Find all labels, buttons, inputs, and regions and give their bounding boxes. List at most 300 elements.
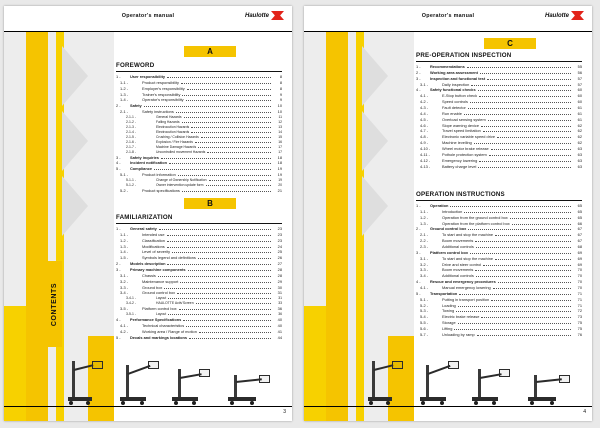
- toc-entry-label: Ground box: [142, 284, 163, 290]
- toc-entry-page: 20: [278, 182, 282, 187]
- toc-entry-label: Compliance: [130, 166, 153, 172]
- machine-silhouette: [526, 365, 574, 405]
- toc-leader-dots: [186, 326, 271, 327]
- toc-leader-dots: [177, 293, 271, 294]
- toc-entry-page: 9: [279, 97, 282, 103]
- toc-leader-dots: [458, 323, 571, 324]
- toc-entry-number: 5-1-2 -: [126, 182, 136, 187]
- toc-leader-dots: [456, 311, 571, 312]
- toc-entry-label: Wheel motor brake release: [442, 146, 489, 152]
- toc-entry-label: Inspection and functional test: [430, 75, 486, 81]
- toc-entry-label: Ground control box: [430, 226, 467, 232]
- toc-entry-page: 70: [577, 273, 582, 279]
- toc-entry-number: 4-1 -: [120, 322, 128, 328]
- toc-entry-page: 67: [577, 232, 582, 238]
- toc-entry-number: 5 -: [116, 334, 121, 340]
- toc-entry-label: Operation: [430, 203, 449, 208]
- toc-entry-number: 2-1-2 -: [126, 119, 136, 124]
- toc-entry-number: 5-6 -: [420, 326, 428, 332]
- toc-entry-page: 40: [277, 316, 282, 322]
- toc-leader-dots: [182, 95, 271, 96]
- toc-entry-number: 4-4 -: [420, 110, 428, 116]
- toc-entry-number: 5-3 -: [420, 308, 428, 314]
- toc-entry-label: Introduction: [442, 208, 463, 214]
- toc-leader-dots: [182, 122, 271, 123]
- toc-entry-page: 65: [577, 208, 582, 214]
- toc-entry-label: Drive and steer control: [442, 261, 482, 267]
- contents-tab: [48, 261, 62, 347]
- toc-entry-number: 4-1 -: [420, 285, 428, 291]
- toc-entry-page: 15: [278, 134, 282, 139]
- toc-entry-label: Product information: [142, 172, 176, 178]
- toc-leader-dots: [167, 247, 271, 248]
- machine-silhouette: [226, 365, 274, 405]
- toc-entry-page: 75: [577, 320, 582, 326]
- toc-entry-page: 31: [277, 290, 282, 296]
- toc-entry-number: 4-7 -: [420, 128, 428, 134]
- page-number-right: 4: [583, 409, 586, 415]
- toc-leader-dots: [154, 169, 271, 170]
- toc-leader-dots: [188, 270, 271, 271]
- toc-leader-dots: [468, 108, 571, 109]
- toc-entry-number: 3-4 -: [420, 273, 428, 279]
- toc-entry-label: General safety: [130, 226, 157, 231]
- toc-entry-number: 4 -: [416, 87, 421, 93]
- toc-entry-number: 5-2 -: [120, 187, 128, 193]
- toc-leader-dots: [495, 259, 571, 260]
- toc-leader-dots: [161, 158, 271, 159]
- toc-entry-label: Layout: [156, 296, 167, 301]
- machine-silhouette: [170, 361, 214, 405]
- toc-title-operation: OPERATION INSTRUCTIONS: [416, 191, 505, 198]
- toc-entry-label: Operator's responsibility: [142, 97, 184, 103]
- toc-entry-page: 19: [278, 177, 282, 182]
- toc-entry-label: HAULOTTE Activ'Screen: [156, 301, 194, 306]
- toc-leader-dots: [209, 180, 271, 181]
- toc-entry-page: 66: [577, 220, 582, 226]
- toc-entry-label: Travel speed limitation: [442, 128, 481, 134]
- toc-entry[interactable]: [116, 335, 282, 341]
- toc-entry-number: 2-3 -: [420, 244, 428, 250]
- toc-entry[interactable]: [416, 332, 582, 338]
- toc-entry-number: 2-1 -: [420, 232, 428, 238]
- brand-logo: [245, 11, 284, 20]
- toc-entry-label: Electric brake release: [442, 314, 480, 320]
- toc-entry-label: Overload sensing system: [442, 116, 486, 122]
- toc-leader-dots: [481, 317, 571, 318]
- toc-entry-number: 3-4 -: [120, 290, 128, 296]
- toc-entry-number: 3-3 -: [420, 267, 428, 273]
- toc-leader-dots: [488, 120, 571, 121]
- toc-entry-label: Ground control box: [142, 290, 176, 296]
- toc-entry-label: User responsibility: [130, 74, 166, 79]
- toc-entry-page: 27: [277, 261, 282, 267]
- toc-entry-label: Machine Damage Hazards: [156, 144, 197, 149]
- toc-entry-page: 31: [278, 296, 282, 301]
- machine-illustrations: [60, 353, 286, 405]
- toc-leader-dots: [477, 335, 571, 336]
- toc-rows: [416, 203, 582, 338]
- toc-entry-page: 57: [577, 75, 582, 81]
- page-left[interactable]: [4, 6, 292, 421]
- toc-entry-page: 28: [277, 272, 282, 278]
- toc-entry-label: Operation from the ground control box: [442, 214, 508, 220]
- toc-entry-page: 29: [277, 278, 282, 284]
- toc-entry-label: Fault detector: [442, 105, 466, 111]
- toc-entry-page: 75: [577, 326, 582, 332]
- toc-entry-number: 3 -: [416, 75, 421, 81]
- toc-entry-page: 26: [277, 255, 282, 261]
- toc-leader-dots: [478, 167, 571, 168]
- toc-leader-dots: [191, 127, 271, 128]
- toc-leader-dots: [195, 142, 271, 143]
- toc-entry-page: 61: [577, 105, 582, 111]
- toc-leader-dots: [158, 276, 271, 277]
- toc-leader-dots: [187, 89, 271, 90]
- decor-chevron-2: [62, 111, 88, 171]
- toc-entry-number: 4-1 -: [420, 93, 428, 99]
- toc-entry-page: 36: [278, 312, 282, 317]
- toc-leader-dots: [512, 224, 571, 225]
- toc-leader-dots: [464, 212, 571, 213]
- toc-entry-number: 1-3 -: [120, 91, 128, 97]
- toc-entry-number: 3-4-1 -: [126, 296, 136, 301]
- toc-entry-page: 25: [277, 249, 282, 255]
- toc-entry-label: Unloading by ramp: [442, 331, 475, 337]
- toc-leader-dots: [495, 235, 571, 236]
- toc-entry-number: 4-12 -: [420, 157, 431, 163]
- toc-leader-dots: [475, 241, 571, 242]
- toc-entry-label: Run enable: [442, 110, 462, 116]
- toc-entry-number: 3-1 -: [120, 272, 128, 278]
- machine-silhouette: [116, 357, 160, 405]
- toc-rule: [416, 200, 582, 201]
- toc-entry-label: Trainer's responsibility: [142, 91, 181, 97]
- toc-entry-label: Transportation: [430, 290, 458, 296]
- toc-entry-page: 40: [277, 322, 282, 328]
- contents-tab-label: CONTENTS: [51, 282, 59, 326]
- toc-entry-label: Safety inquiries: [130, 154, 159, 160]
- toc-entry-page: 63: [577, 157, 582, 163]
- toc-leader-dots: [198, 258, 271, 259]
- decor-yellow-bar-1: [326, 6, 348, 421]
- toc-leader-dots: [481, 126, 571, 127]
- toc-entry-page: 13: [278, 124, 282, 129]
- toc-entry-number: 2-1-3 -: [126, 124, 136, 129]
- toc-entry-number: 4-11 -: [420, 151, 430, 157]
- toc-entry-page: 41: [277, 328, 282, 334]
- toc-entry-page: 10: [277, 109, 282, 115]
- toc-entry-number: 3-2 -: [420, 261, 428, 267]
- toc-leader-dots: [164, 288, 271, 289]
- haulotte-mark-icon: [271, 11, 284, 20]
- toc-entry-page: 60: [577, 87, 582, 93]
- toc-entry-label: Operation from the platform control box: [442, 220, 510, 226]
- toc-entry-page: 69: [577, 261, 582, 267]
- toc-rows: [416, 64, 582, 169]
- toc-entry-number: 2-1 -: [120, 109, 128, 115]
- toc-leader-dots: [479, 96, 571, 97]
- toc-leader-dots: [186, 100, 271, 101]
- toc-entry-page: 70: [577, 285, 582, 291]
- section-letter-b: B: [184, 198, 236, 209]
- toc-leader-dots: [159, 229, 271, 230]
- toc-leader-dots: [176, 112, 271, 113]
- toc-operation-instructions: [416, 191, 582, 338]
- footer-divider: [4, 406, 292, 407]
- toc-entry-label: Slope warning device: [442, 122, 479, 128]
- toc-entry-number: 1 -: [116, 74, 121, 79]
- toc-entry-label: Owner intervention update form: [156, 182, 204, 187]
- toc-leader-dots: [207, 152, 271, 153]
- toc-entry-page: 73: [577, 314, 582, 320]
- toc-entry-page: 62: [577, 134, 582, 140]
- toc-entry-page: 44: [277, 334, 282, 340]
- toc-entry-label: Maintenance support: [142, 278, 179, 284]
- toc-entry-label: Electrocution Hazards: [156, 124, 190, 129]
- toc-entry-label: Layout: [156, 312, 167, 317]
- machine-silhouette: [416, 357, 460, 405]
- toc-entry-label: Pothole protection system: [442, 151, 487, 157]
- toc-leader-dots: [206, 185, 272, 186]
- toc-entry-number: 2 -: [416, 226, 421, 232]
- brand-logo: [545, 11, 584, 20]
- toc-entry-number: 1-2 -: [420, 214, 428, 220]
- toc-entry-page: 10: [277, 103, 282, 109]
- toc-entry-label: Storage: [442, 320, 456, 326]
- toc-entry-page: 33: [278, 301, 282, 306]
- toc-entry-page: 60: [577, 93, 582, 99]
- toc-entry-label: Crushing / Collision Hazards: [156, 134, 199, 139]
- toc-entry-page: 63: [577, 163, 582, 169]
- toc-entry-label: Safety: [130, 103, 142, 109]
- toc-leader-dots: [144, 106, 271, 107]
- toc-entry-number: 5-1 -: [420, 296, 428, 302]
- toc-entry-label: Chassis: [142, 272, 156, 278]
- toc-leader-dots: [180, 282, 271, 283]
- toc-entry-number: 4 -: [116, 316, 121, 322]
- decor-yellow-bar-3: [304, 306, 326, 421]
- toc-entry-page: 63: [577, 151, 582, 157]
- toc-entry-label: Performance Specifications: [130, 316, 182, 322]
- toc-entry-label: Speed controls: [442, 99, 468, 105]
- toc-entry-label: Additional controls: [442, 273, 474, 279]
- toc-entry-number: 3-5 -: [120, 306, 128, 312]
- toc-entry-label: Battery charge level: [442, 163, 477, 169]
- toc-entry-page: 61: [577, 110, 582, 116]
- toc-leader-dots: [168, 314, 271, 315]
- header-title: Operator's manual: [421, 13, 475, 19]
- toc-entry-page: 70: [577, 267, 582, 273]
- page-right[interactable]: [304, 6, 592, 421]
- toc-entry-number: 4-2 -: [420, 99, 428, 105]
- toc-leader-dots: [475, 270, 571, 271]
- toc-entry-page: 8: [279, 74, 282, 79]
- toc-entry-number: 2 -: [116, 103, 121, 109]
- toc-entry-label: Working area / Range of motion: [142, 328, 197, 334]
- toc-entry-label: E-Stop button check: [442, 93, 478, 99]
- toc-entry-label: Rescue and emergency procedures: [430, 279, 496, 285]
- decor-chevron-2: [362, 111, 388, 171]
- toc-entry-page: 76: [577, 331, 582, 337]
- toc-leader-dots: [487, 79, 571, 80]
- toc-entry-page: 72: [577, 308, 582, 314]
- toc-entry-label: Safety instructions: [142, 109, 174, 115]
- toc-entry-page: 19: [277, 166, 282, 172]
- toc-entry-number: 1-1 -: [120, 79, 128, 85]
- toc-entry-number: 2-1-7 -: [126, 144, 136, 149]
- header-divider: [304, 31, 592, 32]
- decor-chevron-3: [362, 176, 388, 236]
- decor-yellow-bar-1: [26, 6, 48, 421]
- toc-entry-label: Safety functional checks: [430, 87, 476, 93]
- toc-rows: [116, 226, 282, 340]
- toc-foreword: [116, 62, 282, 194]
- toc-entry-label: Electrocution Hazards: [156, 129, 190, 134]
- toc-entry-page: 30: [277, 284, 282, 290]
- decor-chevron-1: [362, 46, 388, 106]
- toc-entry-number: 1 -: [416, 203, 421, 208]
- toc-entry-page: 8: [279, 85, 282, 91]
- machine-silhouette: [470, 361, 514, 405]
- machine-silhouette: [66, 359, 106, 405]
- toc-entry-number: 3-4-2 -: [126, 301, 136, 306]
- toc-entry-number: 4 -: [116, 160, 121, 166]
- toc-leader-dots: [458, 306, 571, 307]
- toc-entry-page: 21: [277, 187, 282, 193]
- toc-entry-label: Product specifications: [142, 187, 180, 193]
- toc-entry[interactable]: [416, 164, 582, 170]
- toc-entry-number: 3 -: [116, 154, 121, 160]
- toc-entry-page: 16: [278, 139, 282, 144]
- toc-entry-page: 18: [277, 154, 282, 160]
- toc-entry-number: 3 -: [116, 267, 121, 273]
- toc-entry-label: Additional controls: [442, 244, 474, 250]
- toc-leader-dots: [491, 149, 571, 150]
- toc-entry-page: 56: [577, 69, 582, 75]
- toc-leader-dots: [471, 85, 571, 86]
- toc-entry-page: 71: [577, 302, 582, 308]
- toc-leader-dots: [168, 298, 271, 299]
- toc-entry[interactable]: [116, 188, 282, 194]
- toc-entry-label: Platform control box: [142, 306, 177, 312]
- toc-entry-number: 4-10 -: [420, 146, 431, 152]
- page-number-left: 3: [283, 409, 286, 415]
- toc-rows: [116, 74, 282, 194]
- toc-entry-page: 24: [277, 243, 282, 249]
- toc-rule: [416, 61, 582, 62]
- toc-entry-label: Boom movements: [442, 267, 474, 273]
- toc-entry-number: 4-9 -: [420, 140, 428, 146]
- toc-entry-number: 1-2 -: [120, 85, 128, 91]
- toc-entry-page: 63: [577, 146, 582, 152]
- toc-leader-dots: [468, 229, 571, 230]
- toc-entry-number: 2-2 -: [420, 238, 428, 244]
- toc-entry-number: 5-7 -: [420, 331, 428, 337]
- toc-leader-dots: [199, 332, 271, 333]
- toc-leader-dots: [181, 83, 271, 84]
- toc-entry-page: 11: [278, 115, 282, 120]
- toc-entry-number: 3-2 -: [120, 278, 128, 284]
- toc-entry-page: 71: [577, 296, 582, 302]
- toc-entry-number: 1-4 -: [120, 97, 128, 103]
- toc-entry-number: 5-2 -: [420, 302, 428, 308]
- haulotte-mark-icon: [571, 11, 584, 20]
- toc-title-pre-operation: PRE-OPERATION INSPECTION: [416, 52, 512, 59]
- toc-entry-label: Falling Hazards: [156, 119, 180, 124]
- machine-silhouette: [366, 359, 406, 405]
- decor-chevron-1: [62, 46, 88, 106]
- toc-entry-number: 3-1 -: [420, 81, 428, 87]
- toc-entry-number: 3-1 -: [420, 255, 428, 261]
- toc-title-foreword: FOREWORD: [116, 62, 155, 69]
- brand-name: Haulotte: [245, 12, 269, 19]
- toc-entry-label: Employer's responsibility: [142, 85, 185, 91]
- toc-entry-number: 5 -: [416, 290, 421, 296]
- toc-entry-number: 2-1-1 -: [126, 115, 136, 120]
- toc-entry-number: 4-13 -: [420, 163, 431, 169]
- footer-divider: [304, 406, 592, 407]
- toc-leader-dots: [476, 276, 571, 277]
- toc-entry-label: Emergency lowering: [442, 157, 478, 163]
- toc-entry-number: 4-2 -: [120, 328, 128, 334]
- toc-entry-number: 1-5 -: [120, 255, 128, 261]
- toc-entry-label: Machine levelling: [442, 140, 472, 146]
- toc-entry-page: 55: [577, 64, 582, 69]
- toc-leader-dots: [489, 155, 571, 156]
- decor-yellow-bar-3: [4, 306, 26, 421]
- section-letter-a: A: [184, 46, 236, 57]
- toc-leader-dots: [483, 265, 571, 266]
- toc-entry-number: 1-3 -: [420, 220, 428, 226]
- toc-entry-number: 5-5 -: [420, 320, 428, 326]
- toc-leader-dots: [201, 137, 271, 138]
- toc-entry-page: 65: [577, 203, 582, 208]
- toc-entry-label: To start and stop the machine: [442, 232, 494, 238]
- page-header: [304, 6, 592, 32]
- toc-entry-page: 62: [577, 140, 582, 146]
- toc-entry-label: Putting in transport position: [442, 296, 490, 302]
- toc-rule: [116, 71, 282, 72]
- toc-entry-number: 5 -: [116, 166, 121, 172]
- toc-entry-number: 1 -: [416, 64, 421, 69]
- toc-leader-dots: [172, 252, 271, 253]
- toc-entry-page: 69: [577, 255, 582, 261]
- toc-entry-label: Modifications: [142, 243, 165, 249]
- page-header: [4, 6, 292, 32]
- toc-leader-dots: [196, 303, 271, 304]
- toc-entry-number: 2-1-5 -: [126, 134, 136, 139]
- toc-entry-page: 70: [577, 279, 582, 285]
- toc-entry-label: Decals and markings locations: [130, 334, 188, 340]
- toc-entry-label: Symbols legend and definitions: [142, 255, 196, 261]
- toc-entry-label: Towing: [442, 308, 455, 314]
- toc-leader-dots: [167, 241, 271, 242]
- toc-leader-dots: [474, 143, 571, 144]
- toc-leader-dots: [493, 288, 571, 289]
- toc-entry-number: 2 -: [116, 261, 121, 267]
- toc-entry-page: 62: [577, 122, 582, 128]
- toc-entry-number: 2-1-4 -: [126, 129, 136, 134]
- toc-entry-page: 14: [278, 129, 282, 134]
- toc-entry-label: Uncontrolled movement Hazards: [156, 149, 206, 154]
- toc-entry-page: 23: [277, 226, 282, 231]
- toc-entry-page: 71: [577, 290, 582, 296]
- header-title: Operator's manual: [121, 13, 175, 19]
- toc-entry-page: 28: [277, 267, 282, 273]
- toc-entry-number: 2-1-6 -: [126, 139, 136, 144]
- toc-entry-number: 3 -: [416, 249, 421, 255]
